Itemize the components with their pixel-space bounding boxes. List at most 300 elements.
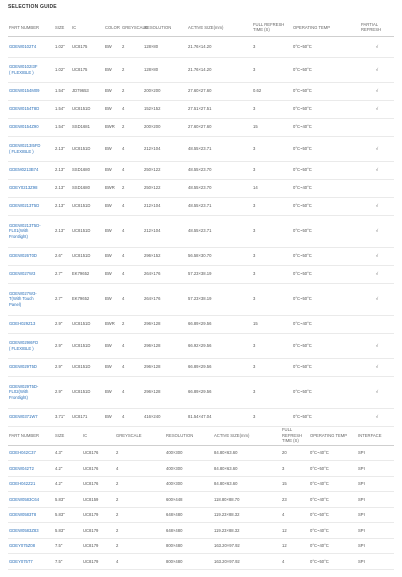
active-size-cell: 81.54×47.04 xyxy=(187,408,252,426)
operating-temp-cell: 0°C~50°C xyxy=(292,358,360,376)
active-size-cell: 21.76×14.20 xyxy=(187,36,252,57)
greyscale-cell: 4 xyxy=(121,408,143,426)
greyscale-cell: 4 xyxy=(121,197,143,215)
refresh-time-cell: 4 xyxy=(281,554,309,570)
partial-refresh-cell: √ xyxy=(360,36,394,57)
column-header: PART NUMBER xyxy=(8,19,54,36)
resolution-cell: 600×448 xyxy=(165,492,213,508)
table-row xyxy=(8,82,394,100)
refresh-time-cell: 3 xyxy=(252,197,292,215)
table-row xyxy=(8,333,394,358)
interface-cell: SPI xyxy=(357,507,394,523)
size-cell: 2.13" xyxy=(54,179,71,197)
operating-temp-cell: 0°C~50°C xyxy=(292,136,360,161)
resolution-cell: 296×128 xyxy=(143,358,187,376)
interface-cell: SPI xyxy=(357,554,394,570)
ic-cell: UC8179 xyxy=(82,523,115,539)
part-number-link[interactable]: GDEW0154M09 xyxy=(8,82,54,100)
table-row xyxy=(8,492,394,508)
partial-refresh-cell xyxy=(360,179,394,197)
active-size-cell: 48.55×23.71 xyxy=(187,215,252,247)
partial-refresh-cell: √ xyxy=(360,358,394,376)
greyscale-cell: 4 xyxy=(121,136,143,161)
operating-temp-cell: 0°C~40°C xyxy=(309,445,357,461)
resolution-cell: 128×80 xyxy=(143,57,187,82)
color-cell: BW xyxy=(104,358,121,376)
table-row xyxy=(8,247,394,265)
active-size-cell: 27.60×27.60 xyxy=(187,82,252,100)
refresh-time-cell: 12 xyxy=(281,523,309,539)
operating-temp-cell: 0°C~50°C xyxy=(292,82,360,100)
ic-cell: EK79652 xyxy=(71,283,104,315)
color-cell: BW xyxy=(104,376,121,408)
partial-refresh-cell: √ xyxy=(360,265,394,283)
partial-refresh-cell: √ xyxy=(360,197,394,215)
part-number-link[interactable]: GDEW026T0D xyxy=(8,247,54,265)
size-cell: 2.9" xyxy=(54,376,71,408)
size-cell: 1.02" xyxy=(54,57,71,82)
operating-temp-cell: 0°C~40°C xyxy=(309,476,357,492)
table-row xyxy=(8,376,394,408)
column-header: ACTIVE SIZE(mm) xyxy=(187,19,252,36)
partial-refresh-cell: √ xyxy=(360,376,394,408)
part-number-link[interactable]: GDEW0371W7 xyxy=(8,408,54,426)
ic-cell: UC8179 xyxy=(82,554,115,570)
active-size-cell: 57.23×38.19 xyxy=(187,283,252,315)
ic-cell: SSD1681 xyxy=(71,118,104,136)
refresh-time-cell: 3 xyxy=(252,161,292,179)
greyscale-cell: 2 xyxy=(121,57,143,82)
refresh-time-cell: 15 xyxy=(281,476,309,492)
active-size-cell: 27.60×27.60 xyxy=(187,118,252,136)
part-number-link[interactable]: GDEH029Z13 xyxy=(8,315,54,333)
part-number-link[interactable]: GDEY075T7 xyxy=(8,554,54,570)
size-cell: 3.71" xyxy=(54,408,71,426)
table-row xyxy=(8,538,394,554)
resolution-cell: 296×152 xyxy=(143,247,187,265)
color-cell: BW xyxy=(104,215,121,247)
operating-temp-cell: 0°C~50°C xyxy=(292,36,360,57)
table-row xyxy=(8,161,394,179)
ic-cell: UC8171 xyxy=(71,408,104,426)
active-size-cell: 119.23×88.32 xyxy=(213,507,281,523)
table-row xyxy=(8,265,394,283)
part-number-link[interactable]: GDEW029T5D- FL02(With Frontlight) xyxy=(8,376,54,408)
part-number-link[interactable]: GDEH042C37 xyxy=(8,445,54,461)
part-number-link[interactable]: GDEM0213B74 xyxy=(8,161,54,179)
active-size-cell: 163.20×97.92 xyxy=(213,554,281,570)
column-header: GREYSCALE xyxy=(115,426,165,445)
resolution-cell: 296×128 xyxy=(143,333,187,358)
ic-cell: UC8151D xyxy=(71,136,104,161)
table-row xyxy=(8,476,394,492)
table-row xyxy=(8,507,394,523)
table-row xyxy=(8,408,394,426)
part-number-link[interactable]: GDEW027W3 xyxy=(8,265,54,283)
ic-cell: UC8175 xyxy=(71,57,104,82)
part-number-link[interactable]: GDEW0583C64 xyxy=(8,492,54,508)
operating-temp-cell: 0°C~50°C xyxy=(292,376,360,408)
ic-cell: SSD1680 xyxy=(71,161,104,179)
partial-refresh-cell: √ xyxy=(360,136,394,161)
color-cell: BW xyxy=(104,57,121,82)
table-row xyxy=(8,57,394,82)
greyscale-cell: 2 xyxy=(121,36,143,57)
active-size-cell: 57.23×38.19 xyxy=(187,265,252,283)
size-cell: 4.2" xyxy=(54,461,82,477)
refresh-time-cell: 3 xyxy=(252,100,292,118)
refresh-time-cell: 3 xyxy=(252,333,292,358)
active-size-cell: 84.80×63.60 xyxy=(213,461,281,477)
partial-refresh-cell: √ xyxy=(360,333,394,358)
resolution-cell: 648×480 xyxy=(165,507,213,523)
color-cell: BW xyxy=(104,265,121,283)
table-row xyxy=(8,118,394,136)
part-number-link[interactable]: GDEW029I6FD ( FLEXIBLE ) xyxy=(8,333,54,358)
greyscale-cell: 2 xyxy=(121,315,143,333)
operating-temp-cell: 0°C~40°C xyxy=(292,315,360,333)
resolution-cell: 128×80 xyxy=(143,36,187,57)
refresh-time-cell: 15 xyxy=(252,315,292,333)
operating-temp-cell: 0°C~50°C xyxy=(309,554,357,570)
partial-refresh-cell: √ xyxy=(360,100,394,118)
refresh-time-cell: 3 xyxy=(252,247,292,265)
operating-temp-cell: 0°C~50°C xyxy=(292,215,360,247)
refresh-time-cell: 0.62 xyxy=(252,82,292,100)
refresh-time-cell: 3 xyxy=(252,36,292,57)
ic-cell: UC8151D xyxy=(71,247,104,265)
selection-table-1 xyxy=(8,19,394,427)
partial-refresh-cell: √ xyxy=(360,57,394,82)
active-size-cell: 84.80×63.60 xyxy=(213,445,281,461)
size-cell: 2.13" xyxy=(54,136,71,161)
partial-refresh-cell: √ xyxy=(360,82,394,100)
table-row xyxy=(8,179,394,197)
size-cell: 1.54" xyxy=(54,82,71,100)
size-cell: 7.5" xyxy=(54,554,82,570)
page-title: SELECTION GUIDE xyxy=(8,4,57,10)
column-header: ACTIVE SIZE(mm) xyxy=(213,426,281,445)
refresh-time-cell: 23 xyxy=(281,492,309,508)
greyscale-cell: 2 xyxy=(115,445,165,461)
ic-cell: UC8151D xyxy=(71,315,104,333)
active-size-cell: 48.55×23.70 xyxy=(187,161,252,179)
active-size-cell: 56.58×30.70 xyxy=(187,247,252,265)
partial-refresh-cell: √ xyxy=(360,283,394,315)
color-cell: BW xyxy=(104,36,121,57)
refresh-time-cell: 3 xyxy=(252,376,292,408)
size-cell: 2.9" xyxy=(54,358,71,376)
table-row xyxy=(8,136,394,161)
refresh-time-cell: 4 xyxy=(281,507,309,523)
color-cell: BWR xyxy=(104,315,121,333)
resolution-cell: 250×122 xyxy=(143,161,187,179)
refresh-time-cell: 3 xyxy=(252,215,292,247)
ic-cell: UC8151D xyxy=(71,333,104,358)
refresh-time-cell: 15 xyxy=(252,118,292,136)
operating-temp-cell: 0°C~50°C xyxy=(292,333,360,358)
resolution-cell: 800×480 xyxy=(165,538,213,554)
greyscale-cell: 4 xyxy=(121,265,143,283)
resolution-cell: 416×240 xyxy=(143,408,187,426)
refresh-time-cell: 14 xyxy=(252,179,292,197)
refresh-time-cell: 20 xyxy=(281,445,309,461)
greyscale-cell: 2 xyxy=(115,523,165,539)
part-number-link[interactable]: GDEW042T2 xyxy=(8,461,54,477)
table-row xyxy=(8,215,394,247)
column-header: RESOLUTION xyxy=(165,426,213,445)
size-cell: 2.7" xyxy=(54,265,71,283)
color-cell: BW xyxy=(104,283,121,315)
resolution-cell: 648×480 xyxy=(165,523,213,539)
refresh-time-cell: 3 xyxy=(252,57,292,82)
part-number-link[interactable]: GDEW027W3- T(With Touch Panel) xyxy=(8,283,54,315)
ic-cell: UC8179 xyxy=(82,538,115,554)
resolution-cell: 200×200 xyxy=(143,118,187,136)
column-header: PART NUMBER xyxy=(8,426,54,445)
operating-temp-cell: 0°C~40°C xyxy=(309,538,357,554)
color-cell: BWR xyxy=(104,179,121,197)
greyscale-cell: 4 xyxy=(121,376,143,408)
greyscale-cell: 2 xyxy=(121,82,143,100)
operating-temp-cell: 0°C~50°C xyxy=(292,283,360,315)
resolution-cell: 800×480 xyxy=(165,554,213,570)
operating-temp-cell: 0°C~50°C xyxy=(292,265,360,283)
greyscale-cell: 2 xyxy=(115,507,165,523)
operating-temp-cell: 0°C~40°C xyxy=(309,523,357,539)
ic-cell: UC8151D xyxy=(71,358,104,376)
active-size-cell: 48.55×23.70 xyxy=(187,179,252,197)
active-size-cell: 66.92×29.56 xyxy=(187,333,252,358)
resolution-cell: 212×104 xyxy=(143,215,187,247)
color-cell: BW xyxy=(104,247,121,265)
operating-temp-cell: 0°C~50°C xyxy=(309,461,357,477)
size-cell: 2.13" xyxy=(54,197,71,215)
size-cell: 2.7" xyxy=(54,283,71,315)
size-cell: 5.83" xyxy=(54,523,82,539)
color-cell: BW xyxy=(104,136,121,161)
ic-cell: EK79652 xyxy=(71,265,104,283)
interface-cell: SPI xyxy=(357,538,394,554)
column-header: IC xyxy=(71,19,104,36)
part-number-link[interactable]: GDEW0213T5D xyxy=(8,197,54,215)
column-header: INTERFACE xyxy=(357,426,394,445)
resolution-cell: 264×176 xyxy=(143,283,187,315)
greyscale-cell: 4 xyxy=(121,283,143,315)
operating-temp-cell: 0°C~40°C xyxy=(292,118,360,136)
greyscale-cell: 2 xyxy=(115,538,165,554)
ic-cell: UC8151D xyxy=(71,100,104,118)
size-cell: 1.54" xyxy=(54,100,71,118)
ic-cell: UC8151D xyxy=(71,215,104,247)
part-number-link[interactable]: GDEW029T5D xyxy=(8,358,54,376)
resolution-cell: 200×200 xyxy=(143,82,187,100)
active-size-cell: 119.23×88.32 xyxy=(213,523,281,539)
size-cell: 1.54" xyxy=(54,118,71,136)
column-header: GREYSCALE xyxy=(121,19,143,36)
column-header: SIZE xyxy=(54,426,82,445)
greyscale-cell: 2 xyxy=(121,118,143,136)
resolution-cell: 400×300 xyxy=(165,461,213,477)
ic-cell: UC8151D xyxy=(71,376,104,408)
interface-cell: SPI xyxy=(357,523,394,539)
column-header: PARTIAL REFRESH xyxy=(360,19,394,36)
greyscale-cell: 4 xyxy=(121,161,143,179)
active-size-cell: 66.89×29.56 xyxy=(187,315,252,333)
part-number-link[interactable]: GDEW0583Z83 xyxy=(8,523,54,539)
ic-cell: UC8179 xyxy=(82,507,115,523)
greyscale-cell: 2 xyxy=(121,179,143,197)
column-header: COLOR xyxy=(104,19,121,36)
ic-cell: UC8176 xyxy=(82,445,115,461)
size-cell: 5.83" xyxy=(54,492,82,508)
table-row xyxy=(8,315,394,333)
size-cell: 2.6" xyxy=(54,247,71,265)
refresh-time-cell: 3 xyxy=(252,136,292,161)
resolution-cell: 400×300 xyxy=(165,445,213,461)
interface-cell: SPI xyxy=(357,492,394,508)
column-header: OPERATING TEMP xyxy=(309,426,357,445)
greyscale-cell: 4 xyxy=(121,100,143,118)
part-number-link[interactable]: GDEW0154Z90 xyxy=(8,118,54,136)
color-cell: BW xyxy=(104,100,121,118)
color-cell: BW xyxy=(104,197,121,215)
column-header: SIZE xyxy=(54,19,71,36)
active-size-cell: 66.89×29.56 xyxy=(187,358,252,376)
size-cell: 2.9" xyxy=(54,333,71,358)
resolution-cell: 296×128 xyxy=(143,315,187,333)
operating-temp-cell: 0°C~50°C xyxy=(292,408,360,426)
operating-temp-cell: 0°C~40°C xyxy=(292,179,360,197)
column-header: FULL REFRESH TIME (S) xyxy=(252,19,292,36)
active-size-cell: 66.89×29.56 xyxy=(187,376,252,408)
interface-cell: SPI xyxy=(357,476,394,492)
operating-temp-cell: 0°C~50°C xyxy=(292,57,360,82)
size-cell: 4.3" xyxy=(54,445,82,461)
table-row xyxy=(8,36,394,57)
part-number-link[interactable]: GDEW0102T4 xyxy=(8,36,54,57)
interface-cell: SPI xyxy=(357,445,394,461)
size-cell: 2.13" xyxy=(54,161,71,179)
part-number-link[interactable]: GDEW0154T8D xyxy=(8,100,54,118)
active-size-cell: 27.51×27.51 xyxy=(187,100,252,118)
resolution-cell: 400×300 xyxy=(165,476,213,492)
size-cell: 1.02" xyxy=(54,36,71,57)
size-cell: 7.5" xyxy=(54,538,82,554)
greyscale-cell: 4 xyxy=(121,215,143,247)
ic-cell: UC8175 xyxy=(71,36,104,57)
ic-cell: UC8176 xyxy=(82,461,115,477)
greyscale-cell: 4 xyxy=(115,461,165,477)
column-header: IC xyxy=(82,426,115,445)
part-number-link[interactable]: GDEW0213T5D- FL01(With Frontlight) xyxy=(8,215,54,247)
table-row xyxy=(8,197,394,215)
resolution-cell: 250×122 xyxy=(143,179,187,197)
size-cell: 2.9" xyxy=(54,315,71,333)
operating-temp-cell: 0°C~40°C xyxy=(309,492,357,508)
partial-refresh-cell: √ xyxy=(360,161,394,179)
refresh-time-cell: 3 xyxy=(281,461,309,477)
ic-cell: JD79653 xyxy=(71,82,104,100)
greyscale-cell: 4 xyxy=(121,333,143,358)
partial-refresh-cell: √ xyxy=(360,408,394,426)
active-size-cell: 21.76×14.20 xyxy=(187,57,252,82)
refresh-time-cell: 3 xyxy=(252,283,292,315)
operating-temp-cell: 0°C~50°C xyxy=(292,197,360,215)
resolution-cell: 296×128 xyxy=(143,376,187,408)
active-size-cell: 48.55×23.71 xyxy=(187,197,252,215)
table-row xyxy=(8,445,394,461)
operating-temp-cell: 0°C~50°C xyxy=(309,507,357,523)
column-header: RESOLUTION xyxy=(143,19,187,36)
table-row xyxy=(8,358,394,376)
table-row xyxy=(8,523,394,539)
color-cell: BWR xyxy=(104,118,121,136)
resolution-cell: 152×152 xyxy=(143,100,187,118)
greyscale-cell: 2 xyxy=(115,476,165,492)
partial-refresh-cell xyxy=(360,118,394,136)
greyscale-cell: 4 xyxy=(115,554,165,570)
partial-refresh-cell xyxy=(360,315,394,333)
part-number-link[interactable]: GDEW0213I5FD ( FLEXIBLE ) xyxy=(8,136,54,161)
size-cell: 2.13" xyxy=(54,215,71,247)
ic-cell: UC8159 xyxy=(82,492,115,508)
table-row xyxy=(8,554,394,570)
refresh-time-cell: 3 xyxy=(252,408,292,426)
table-row xyxy=(8,100,394,118)
part-number-link[interactable]: GDEY075Z08 xyxy=(8,538,54,554)
operating-temp-cell: 0°C~50°C xyxy=(292,100,360,118)
part-number-link[interactable]: GDEH042Z21 xyxy=(8,476,54,492)
column-header: OPERATING TEMP xyxy=(292,19,360,36)
ic-cell: SSD1680 xyxy=(71,179,104,197)
greyscale-cell: 4 xyxy=(121,358,143,376)
size-cell: 4.2" xyxy=(54,476,82,492)
partial-refresh-cell: √ xyxy=(360,247,394,265)
color-cell: BW xyxy=(104,161,121,179)
refresh-time-cell: 3 xyxy=(252,265,292,283)
refresh-time-cell: 12 xyxy=(281,538,309,554)
ic-cell: UC8176 xyxy=(82,476,115,492)
color-cell: BW xyxy=(104,408,121,426)
ic-cell: UC8151D xyxy=(71,197,104,215)
operating-temp-cell: 0°C~50°C xyxy=(292,161,360,179)
active-size-cell: 118.80×88.70 xyxy=(213,492,281,508)
selection-table-2 xyxy=(8,426,394,570)
part-number-link[interactable]: GDEW0583T8 xyxy=(8,507,54,523)
color-cell: BW xyxy=(104,82,121,100)
part-number-link[interactable]: GDEW0102I3F ( FLEXIBLE ) xyxy=(8,57,54,82)
table-row xyxy=(8,283,394,315)
active-size-cell: 84.80×63.60 xyxy=(213,476,281,492)
interface-cell: SPI xyxy=(357,461,394,477)
column-header: FULL REFRESH TIME (S) xyxy=(281,426,309,445)
operating-temp-cell: 0°C~50°C xyxy=(292,247,360,265)
size-cell: 5.83" xyxy=(54,507,82,523)
resolution-cell: 212×104 xyxy=(143,136,187,161)
part-number-link[interactable]: GDEY0213Z98 xyxy=(8,179,54,197)
active-size-cell: 163.20×97.92 xyxy=(213,538,281,554)
greyscale-cell: 2 xyxy=(115,492,165,508)
active-size-cell: 48.55×23.71 xyxy=(187,136,252,161)
greyscale-cell: 4 xyxy=(121,247,143,265)
table-row xyxy=(8,461,394,477)
color-cell: BW xyxy=(104,333,121,358)
resolution-cell: 264×176 xyxy=(143,265,187,283)
refresh-time-cell: 3 xyxy=(252,358,292,376)
resolution-cell: 212×104 xyxy=(143,197,187,215)
partial-refresh-cell: √ xyxy=(360,215,394,247)
